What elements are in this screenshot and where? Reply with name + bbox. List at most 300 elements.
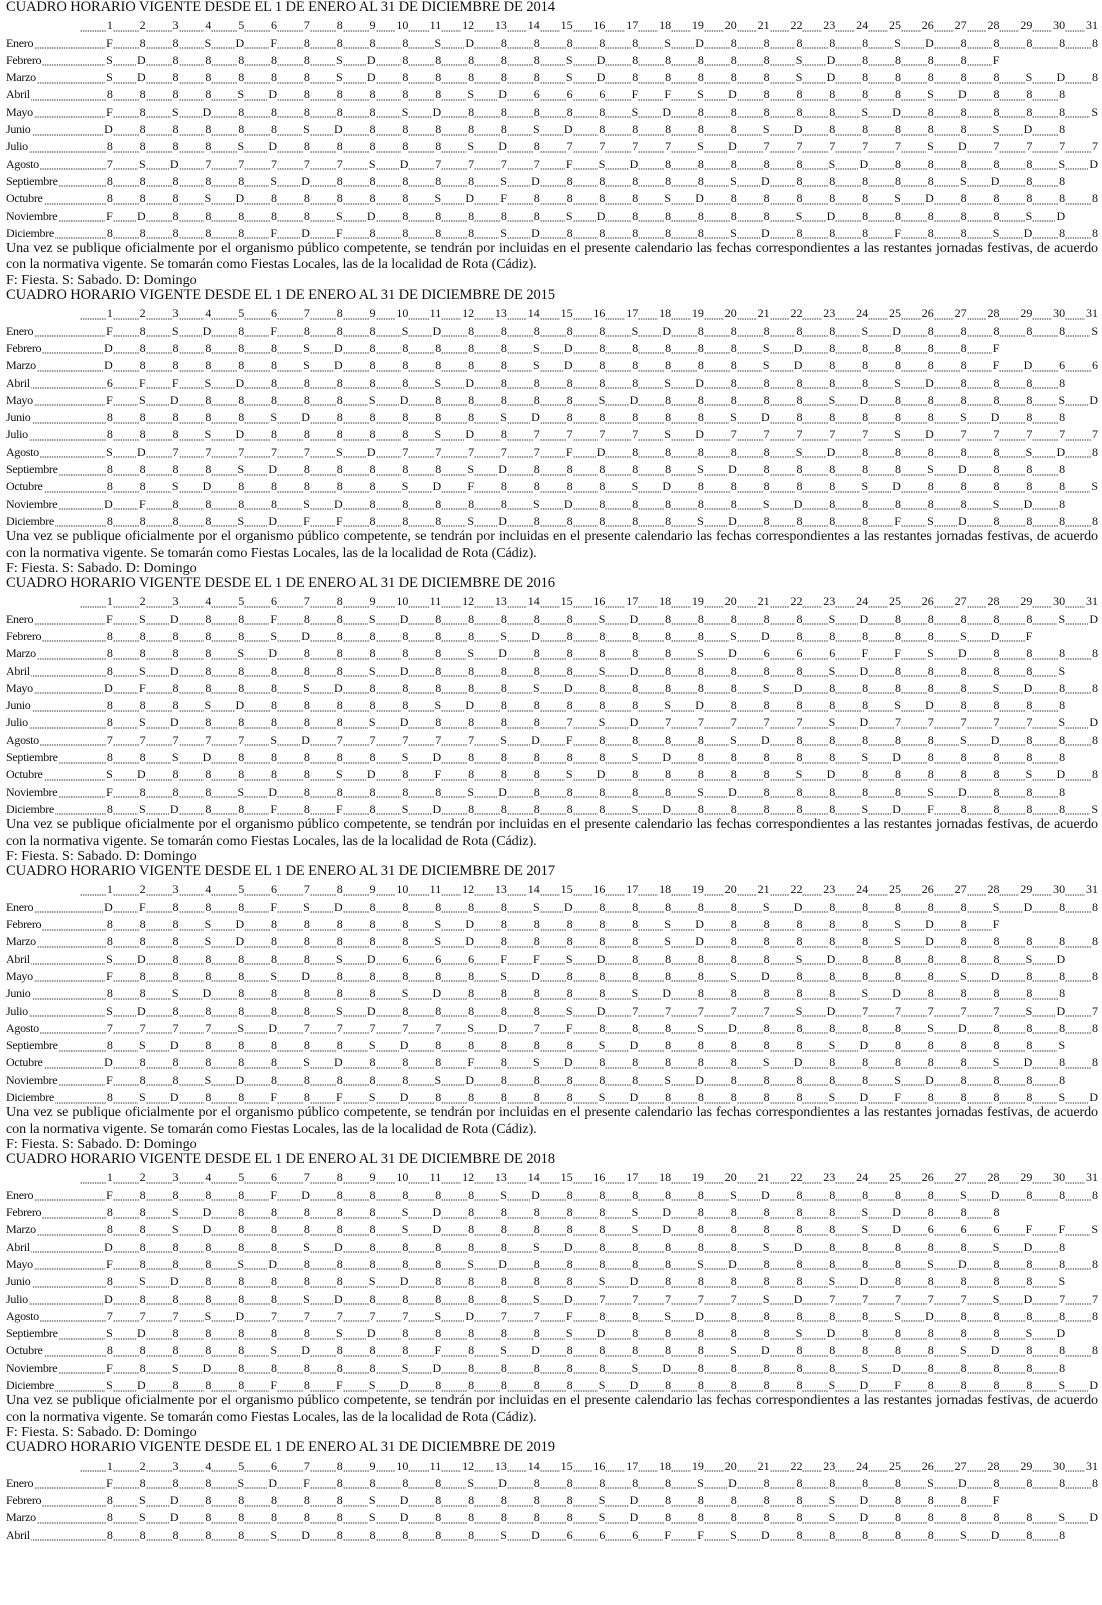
day-number (80, 883, 113, 896)
day-cell (343, 1529, 376, 1542)
day-cell (277, 918, 310, 931)
day-cell-value: 8 (139, 1528, 146, 1542)
month-row (6, 764, 1098, 781)
day-cell (310, 901, 343, 914)
day-cell (507, 515, 540, 528)
day-cell (1032, 970, 1065, 983)
day-cell-value: S (204, 918, 212, 932)
month-name (6, 394, 80, 407)
day-cell (802, 1056, 835, 1069)
day-cell (605, 1362, 638, 1375)
month-row (6, 101, 1098, 118)
day-cell-value: 8 (599, 174, 606, 188)
day-cell-value: F (270, 802, 278, 816)
day-cell-value: 8 (665, 1039, 672, 1053)
day-cell-value: D (728, 1257, 737, 1271)
day-cell-value: 8 (1026, 699, 1033, 713)
day-cell-value: 8 (533, 1476, 540, 1490)
day-cell (1032, 935, 1065, 948)
day-cell (868, 158, 901, 171)
day-cell-value: 8 (862, 1327, 869, 1341)
day-number-text: 5 (238, 19, 245, 33)
day-cell-value: 8 (632, 445, 639, 459)
day-cell (868, 37, 901, 50)
day-cell (211, 1344, 244, 1357)
day-cell (507, 158, 540, 171)
day-cell (737, 411, 770, 424)
day-cell (343, 446, 376, 459)
day-cell-value: 8 (927, 1240, 934, 1254)
day-cell (310, 613, 343, 626)
day-cell-value: 8 (763, 1511, 770, 1525)
month-row (6, 1323, 1098, 1340)
day-cell (277, 175, 310, 188)
day-cell (507, 1022, 540, 1035)
day-cell (868, 71, 901, 84)
day-cell (835, 786, 868, 799)
day-cell-value: 8 (927, 53, 934, 67)
day-cell-value: 7 (960, 1004, 967, 1018)
day-cell-value: D (334, 681, 343, 695)
day-cell (146, 192, 179, 205)
day-cell (638, 630, 671, 643)
day-cell (901, 158, 934, 171)
day-number (1065, 1460, 1098, 1473)
day-cell (146, 71, 179, 84)
day-cell (408, 227, 441, 240)
day-cell (802, 1206, 835, 1219)
day-cell (343, 716, 376, 729)
month-name-text: Marzo (6, 1223, 36, 1237)
month-name (6, 1494, 80, 1507)
day-cell-value: 8 (238, 751, 245, 765)
day-cell-value: 7 (402, 733, 409, 747)
day-cell-value: 8 (796, 157, 803, 171)
day-cell (605, 428, 638, 441)
day-cell (737, 1056, 770, 1069)
day-cell (146, 1293, 179, 1306)
day-cell-value: D (990, 411, 1000, 425)
day-cell-value: 8 (106, 664, 113, 678)
day-number (901, 19, 934, 32)
day-cell-value: 7 (993, 1004, 1000, 1018)
day-cell-value: 8 (960, 1361, 967, 1375)
day-cell (934, 1241, 967, 1254)
day-number (244, 595, 277, 608)
day-cell (868, 394, 901, 407)
day-cell (770, 140, 803, 153)
day-cell-value: D (399, 1379, 409, 1393)
day-cell-value: 8 (566, 1073, 573, 1087)
day-cell (507, 1241, 540, 1254)
day-cell (1065, 140, 1098, 153)
day-cell-value: 8 (238, 1528, 245, 1542)
day-cell-value: 8 (205, 716, 212, 730)
day-cell-value: D (169, 664, 179, 678)
day-cell (835, 1511, 868, 1524)
day-cell-value: 8 (632, 1056, 639, 1070)
day-cell (146, 446, 179, 459)
day-number-text: 20 (724, 1459, 737, 1473)
day-number-text: 15 (560, 307, 573, 321)
day-cell-value: S (500, 174, 507, 188)
day-cell (999, 734, 1032, 747)
day-cell (704, 751, 737, 764)
day-cell (901, 88, 934, 101)
day-cell (835, 647, 868, 660)
day-cell-value: D (399, 664, 409, 678)
day-cell-value: 8 (369, 900, 376, 914)
day-cell-value: D (957, 88, 967, 102)
day-cell-value: D (1023, 1292, 1033, 1306)
day-cell (540, 803, 573, 816)
day-cell-value: S (237, 514, 245, 528)
day-cell-value: D (334, 497, 343, 511)
day-number-text: 4 (205, 1171, 212, 1185)
day-cell (179, 342, 212, 355)
day-cell (408, 54, 441, 67)
day-cell (113, 647, 146, 660)
day-cell-value: 7 (139, 1021, 146, 1035)
day-cell-value: 8 (993, 514, 1000, 528)
day-number-text: 3 (172, 595, 179, 609)
day-cell-value: 8 (763, 664, 770, 678)
day-cell-value: S (894, 192, 901, 206)
day-cell (376, 1091, 409, 1104)
day-cell-value: 8 (336, 1361, 343, 1375)
day-cell (507, 88, 540, 101)
day-cell (835, 88, 868, 101)
day-cell (408, 1511, 441, 1524)
day-cell-value: S (171, 1206, 179, 1220)
day-cell (999, 325, 1032, 338)
day-number-text: 19 (691, 1171, 704, 1185)
day-number (737, 19, 770, 32)
day-cell (638, 1189, 671, 1202)
day-cell-value: 8 (599, 900, 606, 914)
day-cell-value: 7 (993, 140, 1000, 154)
day-cell-value: F (171, 376, 179, 390)
day-cell-value: 8 (238, 497, 245, 511)
day-cell (934, 1022, 967, 1035)
day-cell (146, 1091, 179, 1104)
day-cell (376, 1310, 409, 1323)
day-cell-value: F (894, 647, 901, 661)
day-cell-value: 8 (730, 192, 737, 206)
day-cell-value: 8 (1059, 174, 1066, 188)
day-cell-value: D (990, 1528, 1000, 1542)
day-cell (408, 953, 441, 966)
day-cell (934, 1039, 967, 1052)
day-cell (441, 1039, 474, 1052)
day-cell (868, 1005, 901, 1018)
day-cell-value: 8 (697, 393, 704, 407)
day-number-text: 28 (987, 307, 1000, 321)
day-cell (835, 1344, 868, 1357)
day-cell-value (1097, 88, 1098, 101)
day-cell (638, 54, 671, 67)
day-cell-value: 8 (106, 1039, 113, 1053)
day-cell (737, 987, 770, 1000)
day-cell (1065, 751, 1098, 764)
day-cell-value: 8 (205, 1275, 212, 1289)
day-cell-value: 8 (369, 629, 376, 643)
day-cell (474, 1258, 507, 1271)
day-cell (113, 428, 146, 441)
day-cell-value: F (565, 1021, 573, 1035)
day-cell-value: S (927, 1257, 934, 1271)
day-cell (802, 901, 835, 914)
day-cell (507, 935, 540, 948)
day-cell (901, 140, 934, 153)
day-cell-value: F (927, 802, 934, 816)
day-cell (737, 1511, 770, 1524)
day-cell-value: 8 (993, 480, 1000, 494)
day-cell (901, 480, 934, 493)
day-cell-value: 8 (205, 393, 212, 407)
day-cell-value: S (368, 1379, 376, 1393)
day-cell (80, 325, 113, 338)
day-cell-value: 8 (336, 36, 343, 50)
day-cell (113, 665, 146, 678)
day-cell-value: 8 (468, 1188, 475, 1202)
day-number (671, 883, 704, 896)
day-cell-value: 8 (599, 480, 606, 494)
month-row (6, 712, 1098, 729)
day-cell (999, 751, 1032, 764)
day-cell-value: 8 (697, 1223, 704, 1237)
day-cell-value: 8 (468, 1361, 475, 1375)
day-cell (277, 71, 310, 84)
day-cell-value: 8 (796, 1021, 803, 1035)
day-number (441, 595, 474, 608)
day-cell-value: 8 (927, 1206, 934, 1220)
day-cell-value: 8 (271, 681, 278, 695)
day-cell (376, 734, 409, 747)
day-cell (704, 970, 737, 983)
day-cell (638, 411, 671, 424)
day-cell (638, 918, 671, 931)
day-cell (244, 918, 277, 931)
day-cell-value: 8 (106, 1206, 113, 1220)
day-cell-value: D (925, 36, 934, 50)
day-cell (80, 1494, 113, 1507)
day-cell (80, 953, 113, 966)
day-cell-value: 8 (665, 629, 672, 643)
day-cell-value: S (894, 428, 901, 442)
day-cell-value: 8 (730, 1206, 737, 1220)
day-cell (408, 1039, 441, 1052)
day-cell (113, 734, 146, 747)
day-cell-value: 8 (862, 629, 869, 643)
day-cell (113, 210, 146, 223)
day-cell (211, 227, 244, 240)
day-cell (211, 630, 244, 643)
day-cell (113, 1362, 146, 1375)
day-cell-value: 8 (172, 785, 179, 799)
day-cell-value: 8 (632, 733, 639, 747)
day-cell-value: 8 (533, 1206, 540, 1220)
day-cell-value: 8 (139, 987, 146, 1001)
day-cell-value: 8 (829, 376, 836, 390)
day-cell-value: S (467, 514, 475, 528)
day-cell-value: 8 (336, 428, 343, 442)
day-cell (146, 1379, 179, 1392)
day-cell (704, 786, 737, 799)
day-number (638, 19, 671, 32)
day-number (80, 307, 113, 320)
day-cell (179, 71, 212, 84)
day-cell (704, 140, 737, 153)
day-number-text: 28 (987, 1459, 1000, 1473)
day-cell (868, 901, 901, 914)
day-cell (770, 210, 803, 223)
day-cell-value: S (336, 53, 343, 67)
day-cell (1065, 901, 1098, 914)
day-cell-value: 8 (763, 445, 770, 459)
day-cell-value: 8 (894, 900, 901, 914)
day-cell-value: F (631, 88, 639, 102)
day-cell-value: 8 (271, 480, 278, 494)
day-cell (376, 498, 409, 511)
day-cell (901, 175, 934, 188)
day-cell (671, 428, 704, 441)
day-cell-value: 8 (533, 36, 540, 50)
day-cell (605, 1241, 638, 1254)
day-cell (507, 1039, 540, 1052)
day-cell-value: 8 (1092, 226, 1098, 240)
day-cell-value: 8 (1092, 1188, 1098, 1202)
day-cell (901, 1206, 934, 1219)
day-cell (146, 734, 179, 747)
day-cell (146, 175, 179, 188)
day-cell (540, 665, 573, 678)
day-cell-value: D (137, 1327, 146, 1341)
day-cell-value: 8 (796, 36, 803, 50)
day-cell (343, 1477, 376, 1490)
day-cell (507, 325, 540, 338)
day-cell (507, 751, 540, 764)
day-cell-value: 8 (960, 157, 967, 171)
day-cell (1032, 1477, 1065, 1490)
day-cell (1032, 480, 1065, 493)
day-cell-value: 8 (665, 1327, 672, 1341)
day-cell (376, 227, 409, 240)
day-cell (408, 665, 441, 678)
day-cell-value: 8 (238, 1056, 245, 1070)
day-cell (605, 1189, 638, 1202)
day-cell-value: D (432, 1206, 442, 1220)
day-cell-value: 8 (1059, 1476, 1066, 1490)
day-cell-value: 8 (763, 952, 770, 966)
day-cell (934, 428, 967, 441)
day-cell (737, 751, 770, 764)
day-cell-value: S (533, 1056, 540, 1070)
day-cell (507, 734, 540, 747)
day-cell-value: 8 (533, 1073, 540, 1087)
day-number (802, 1460, 835, 1473)
day-cell (146, 1275, 179, 1288)
day-cell-value: 6 (829, 647, 836, 661)
day-cell-value: 8 (697, 1361, 704, 1375)
day-cell (277, 1529, 310, 1542)
day-cell (999, 1241, 1032, 1254)
day-cell (1065, 1494, 1098, 1507)
day-cell-value: 8 (336, 393, 343, 407)
day-cell (770, 970, 803, 983)
day-cell (408, 515, 441, 528)
day-cell-value: 8 (862, 681, 869, 695)
day-cell (211, 1275, 244, 1288)
day-cell-value: 8 (205, 226, 212, 240)
day-number-text: 8 (336, 883, 343, 897)
day-cell (638, 446, 671, 459)
day-cell (573, 901, 606, 914)
day-cell-value: 8 (763, 1379, 770, 1393)
day-cell (967, 935, 1000, 948)
day-cell-value: 8 (468, 71, 475, 85)
day-cell (146, 158, 179, 171)
day-cell (934, 325, 967, 338)
day-cell (573, 71, 606, 84)
day-cell (244, 175, 277, 188)
day-cell (934, 1529, 967, 1542)
day-cell (179, 1293, 212, 1306)
day-number-text: 28 (987, 1171, 1000, 1185)
day-cell-value: S (992, 681, 1000, 695)
day-cell (901, 1275, 934, 1288)
day-cell-value: 8 (599, 751, 606, 765)
day-cell-value: 8 (993, 1039, 1000, 1053)
day-cell-value: S (368, 1091, 376, 1104)
day-cell (1032, 953, 1065, 966)
day-cell (1065, 394, 1098, 407)
day-cell-value: 8 (139, 105, 146, 119)
day-cell-value: D (268, 1476, 278, 1490)
day-cell-value: 8 (271, 1039, 278, 1053)
day-cell (934, 613, 967, 626)
day-cell-value: D (169, 716, 179, 730)
day-cell-value: 8 (1026, 751, 1033, 765)
day-cell-value: 8 (303, 140, 310, 154)
day-cell-value: 8 (500, 209, 507, 223)
day-cell (770, 480, 803, 493)
day-cell-value: S (533, 681, 540, 695)
day-number-text: 30 (1053, 1459, 1066, 1473)
day-number-text: 30 (1053, 307, 1066, 321)
day-cell-value: S (894, 376, 901, 390)
month-name-text: Abril (6, 1240, 30, 1254)
day-cell (376, 970, 409, 983)
day-cell (1065, 1344, 1098, 1357)
day-cell-value: 8 (303, 1494, 310, 1508)
day-cell (507, 682, 540, 695)
day-cell-value: 8 (435, 71, 442, 85)
day-number-text: 1 (106, 307, 113, 321)
day-number (146, 883, 179, 896)
day-cell-value: 8 (730, 1091, 737, 1104)
day-cell-value: 8 (435, 1056, 442, 1070)
day-cell-value: 8 (796, 411, 803, 425)
day-cell (868, 1310, 901, 1323)
day-cell (408, 1379, 441, 1392)
day-cell (901, 1022, 934, 1035)
day-cell-value: 8 (796, 1309, 803, 1323)
day-number (835, 1171, 868, 1184)
day-cell-value: 7 (796, 428, 803, 442)
month-name-text: Junio (6, 987, 31, 1001)
day-cell (704, 1258, 737, 1271)
